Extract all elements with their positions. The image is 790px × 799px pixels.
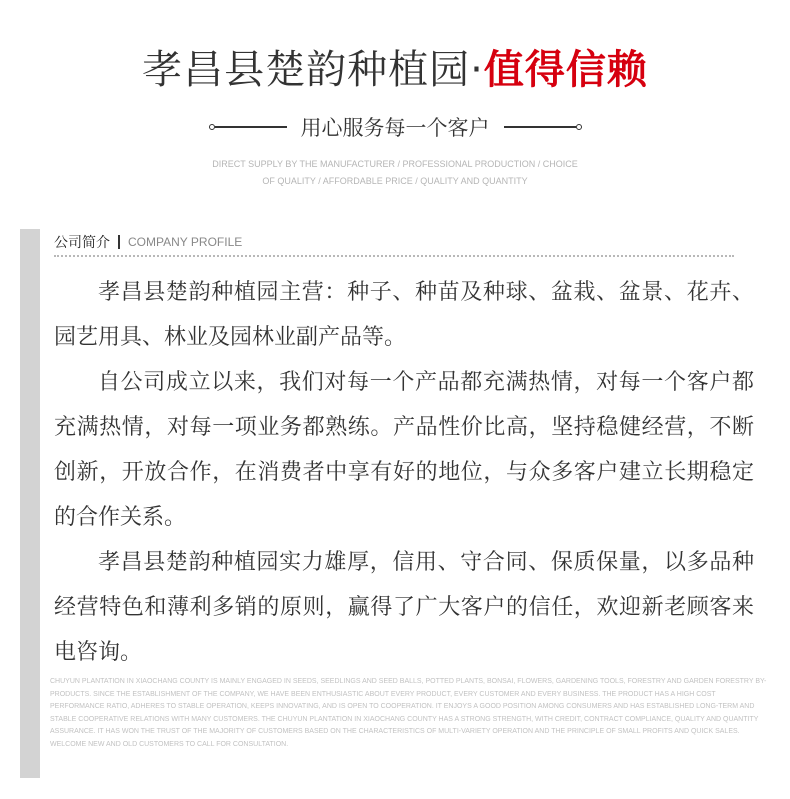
page-title <box>0 42 790 98</box>
section-title-en: COMPANY PROFILE <box>128 235 243 249</box>
tagline-line-1: DIRECT SUPPLY BY THE MANUFACTURER / PROFESSIONAL PRODUCTION / CHOICE <box>212 159 578 169</box>
subtitle-row <box>0 112 790 142</box>
side-accent-bar <box>20 229 40 778</box>
title-main: 孝昌县楚韵种植园· <box>142 47 484 93</box>
title-highlight: 值得信赖 <box>483 47 648 93</box>
left-ornament <box>209 124 287 130</box>
divider-line <box>504 126 576 128</box>
section-heading <box>54 231 242 253</box>
paragraph-3: 孝昌县楚韵种植园实力雄厚，信用、守合同、保质保量，以多品种经营特色和薄利多销的原则，赢得了广大客户的信任，欢迎新老顾客来电咨询。 <box>54 550 754 665</box>
section-underline <box>54 255 734 257</box>
tagline-line-2: OF QUALITY / AFFORDABLE PRICE / QUALITY AND QUANTITY <box>262 176 528 186</box>
english-fine-print: CHUYUN PLANTATION IN XIAOCHANG COUNTY IS MAINLY ENGAGED IN SEEDS, SEEDLINGS AND SEED BALLS, POTTED PLANTS, BONSAI, FLOWERS, GARDENING TOOLS, FORESTRY AND GARDEN FORESTRY BY-PRODUCTS. SINCE THE ESTABLISHMENT OF THE COMPANY, WE HAVE BEEN ENTHUSIASTIC ABOUT EVERY PRODUCT, EVERY CUSTOMER AND EVERY BUSINESS. THE PRODUCT HAS A HIGH COST PERFORMANCE RATIO, ADHERES TO STABLE OPERATION, KEEPS INNOVATING, AND IS OPEN TO COOPERATION. IT ENJOYS A GOOD POSITION AMONG CONSUMERS AND HAS ESTABLISHED LONG-TERM AND STABLE COOPERATIVE RELATIONS WITH MANY CUSTOMERS. THE CHUYUN PLANTATION IN XIAOCHANG COUNTY HAS A STRONG STRENGTH, WITH CREDIT, CONTRACT COMPLIANCE, QUALITY AND QUANTITY ASSURANCE. IT HAS WON THE TRUST OF THE MAJORITY OF CUSTOMERS BASED ON THE CHARACTERISTICS OF MULTI-VARIETY OPERATION AND THE PRINCIPLE OF SMALL PROFITS AND QUICK SALES. WELCOME NEW AND OLD CUSTOMERS TO CALL FOR CONSULTATION. <box>50 678 767 748</box>
section-title-cn: 公司简介 <box>54 235 110 251</box>
tagline <box>0 156 790 190</box>
right-ornament <box>504 124 582 130</box>
subtitle: 用心服务每一个客户 <box>300 116 490 140</box>
heading-separator <box>118 235 120 249</box>
company-profile-body <box>54 270 754 675</box>
divider-line <box>215 126 287 128</box>
circle-dot-icon <box>576 124 582 130</box>
paragraph-1: 孝昌县楚韵种植园主营：种子、种苗及种球、盆栽、盆景、花卉、园艺用具、林业及园林业副产品等。 <box>54 280 754 350</box>
paragraph-2: 自公司成立以来，我们对每一个产品都充满热情，对每一个客户都充满热情，对每一项业务都熟练。产品性价比高，坚持稳健经营，不断创新，开放合作，在消费者中享有好的地位，与众多客户建立长期稳定的合作关系。 <box>54 370 754 530</box>
